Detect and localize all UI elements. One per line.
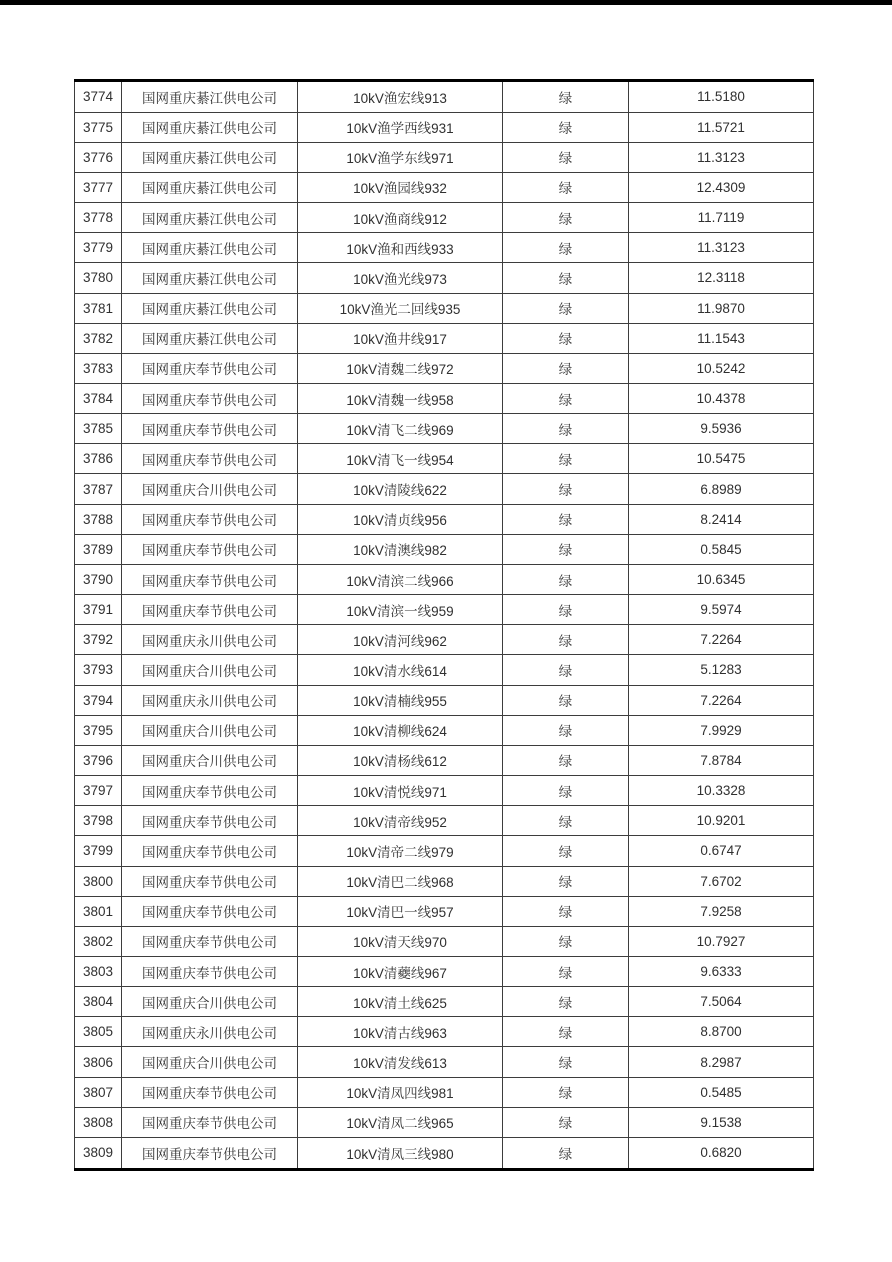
line-name-cell: 10kV清魏一线958 (298, 384, 503, 414)
line-name-cell: 10kV清陵线622 (298, 474, 503, 504)
table-row (75, 1017, 814, 1047)
company-name-cell: 国网重庆奉节供电公司 (122, 866, 298, 896)
status-cell: 绿 (503, 956, 629, 986)
value-cell: 10.5475 (629, 444, 814, 474)
row-number-cell: 3785 (75, 414, 122, 444)
value-cell: 11.5180 (629, 81, 814, 113)
company-name-cell: 国网重庆奉节供电公司 (122, 1107, 298, 1137)
row-number-cell: 3808 (75, 1107, 122, 1137)
table-row (75, 685, 814, 715)
company-name-cell: 国网重庆綦江供电公司 (122, 293, 298, 323)
table-row (75, 745, 814, 775)
table-row (75, 81, 814, 113)
status-cell: 绿 (503, 1047, 629, 1077)
company-name-cell: 国网重庆奉节供电公司 (122, 836, 298, 866)
table-row (75, 896, 814, 926)
company-name-cell: 国网重庆奉节供电公司 (122, 534, 298, 564)
company-name-cell: 国网重庆永川供电公司 (122, 625, 298, 655)
value-cell: 9.1538 (629, 1107, 814, 1137)
row-number-cell: 3779 (75, 233, 122, 263)
line-name-cell: 10kV渔学东线971 (298, 142, 503, 172)
line-name-cell: 10kV清滨一线959 (298, 595, 503, 625)
row-number-cell: 3795 (75, 715, 122, 745)
status-cell: 绿 (503, 715, 629, 745)
value-cell: 11.3123 (629, 233, 814, 263)
row-number-cell: 3782 (75, 323, 122, 353)
line-name-cell: 10kV清发线613 (298, 1047, 503, 1077)
value-cell: 7.2264 (629, 685, 814, 715)
row-number-cell: 3809 (75, 1137, 122, 1169)
company-name-cell: 国网重庆綦江供电公司 (122, 172, 298, 202)
line-name-cell: 10kV渔光线973 (298, 263, 503, 293)
line-name-cell: 10kV清楠线955 (298, 685, 503, 715)
row-number-cell: 3799 (75, 836, 122, 866)
company-name-cell: 国网重庆綦江供电公司 (122, 81, 298, 113)
value-cell: 11.5721 (629, 112, 814, 142)
value-cell: 5.1283 (629, 655, 814, 685)
company-name-cell: 国网重庆奉节供电公司 (122, 564, 298, 594)
row-number-cell: 3796 (75, 745, 122, 775)
value-cell: 8.2414 (629, 504, 814, 534)
page-top-edge-bar (0, 0, 892, 5)
line-name-cell: 10kV清天线970 (298, 926, 503, 956)
status-cell: 绿 (503, 685, 629, 715)
table-row (75, 806, 814, 836)
row-number-cell: 3790 (75, 564, 122, 594)
row-number-cell: 3786 (75, 444, 122, 474)
table-row (75, 142, 814, 172)
table-row (75, 926, 814, 956)
table-row (75, 353, 814, 383)
value-cell: 12.4309 (629, 172, 814, 202)
value-cell: 9.5974 (629, 595, 814, 625)
row-number-cell: 3792 (75, 625, 122, 655)
value-cell: 7.9258 (629, 896, 814, 926)
line-name-cell: 10kV渔园线932 (298, 172, 503, 202)
company-name-cell: 国网重庆綦江供电公司 (122, 203, 298, 233)
row-number-cell: 3791 (75, 595, 122, 625)
table-row (75, 534, 814, 564)
value-cell: 10.5242 (629, 353, 814, 383)
row-number-cell: 3801 (75, 896, 122, 926)
company-name-cell: 国网重庆合川供电公司 (122, 1047, 298, 1077)
line-name-cell: 10kV清水线614 (298, 655, 503, 685)
line-name-cell: 10kV清河线962 (298, 625, 503, 655)
line-name-cell: 10kV清悦线971 (298, 776, 503, 806)
company-name-cell: 国网重庆奉节供电公司 (122, 956, 298, 986)
company-name-cell: 国网重庆合川供电公司 (122, 474, 298, 504)
line-name-cell: 10kV清澳线982 (298, 534, 503, 564)
status-cell: 绿 (503, 595, 629, 625)
value-cell: 10.9201 (629, 806, 814, 836)
status-cell: 绿 (503, 926, 629, 956)
row-number-cell: 3777 (75, 172, 122, 202)
line-name-cell: 10kV清杨线612 (298, 745, 503, 775)
line-name-cell: 10kV渔和西线933 (298, 233, 503, 263)
table-row (75, 112, 814, 142)
row-number-cell: 3774 (75, 81, 122, 113)
table-row (75, 595, 814, 625)
status-cell: 绿 (503, 444, 629, 474)
line-name-cell: 10kV渔商线912 (298, 203, 503, 233)
line-name-cell: 10kV清帝二线979 (298, 836, 503, 866)
line-name-cell: 10kV清土线625 (298, 987, 503, 1017)
status-cell: 绿 (503, 987, 629, 1017)
value-cell: 0.6747 (629, 836, 814, 866)
company-name-cell: 国网重庆奉节供电公司 (122, 776, 298, 806)
row-number-cell: 3783 (75, 353, 122, 383)
row-number-cell: 3800 (75, 866, 122, 896)
status-cell: 绿 (503, 806, 629, 836)
status-cell: 绿 (503, 745, 629, 775)
company-name-cell: 国网重庆永川供电公司 (122, 1017, 298, 1047)
value-cell: 6.8989 (629, 474, 814, 504)
table-row (75, 384, 814, 414)
value-cell: 7.8784 (629, 745, 814, 775)
status-cell: 绿 (503, 1077, 629, 1107)
company-name-cell: 国网重庆奉节供电公司 (122, 504, 298, 534)
line-name-cell: 10kV清魏二线972 (298, 353, 503, 383)
table-row (75, 715, 814, 745)
status-cell: 绿 (503, 353, 629, 383)
status-cell: 绿 (503, 836, 629, 866)
table-row (75, 564, 814, 594)
line-name-cell: 10kV清凤四线981 (298, 1077, 503, 1107)
table-row (75, 323, 814, 353)
table-row (75, 866, 814, 896)
table-row (75, 444, 814, 474)
table-row (75, 293, 814, 323)
table-row (75, 836, 814, 866)
status-cell: 绿 (503, 384, 629, 414)
company-name-cell: 国网重庆綦江供电公司 (122, 233, 298, 263)
line-name-cell: 10kV渔光二回线935 (298, 293, 503, 323)
value-cell: 7.9929 (629, 715, 814, 745)
company-name-cell: 国网重庆綦江供电公司 (122, 323, 298, 353)
row-number-cell: 3804 (75, 987, 122, 1017)
table-row (75, 987, 814, 1017)
table-row (75, 655, 814, 685)
row-number-cell: 3776 (75, 142, 122, 172)
value-cell: 11.1543 (629, 323, 814, 353)
table-row (75, 1077, 814, 1107)
row-number-cell: 3803 (75, 956, 122, 986)
value-cell: 8.8700 (629, 1017, 814, 1047)
value-cell: 11.7119 (629, 203, 814, 233)
status-cell: 绿 (503, 414, 629, 444)
row-number-cell: 3798 (75, 806, 122, 836)
value-cell: 10.7927 (629, 926, 814, 956)
company-name-cell: 国网重庆綦江供电公司 (122, 142, 298, 172)
value-cell: 0.5845 (629, 534, 814, 564)
row-number-cell: 3784 (75, 384, 122, 414)
row-number-cell: 3802 (75, 926, 122, 956)
value-cell: 10.3328 (629, 776, 814, 806)
company-name-cell: 国网重庆奉节供电公司 (122, 1077, 298, 1107)
line-name-cell: 10kV渔宏线913 (298, 81, 503, 113)
line-name-cell: 10kV清滨二线966 (298, 564, 503, 594)
table-row (75, 625, 814, 655)
value-cell: 9.6333 (629, 956, 814, 986)
table-row (75, 263, 814, 293)
table-row (75, 233, 814, 263)
table-row (75, 203, 814, 233)
table-row (75, 776, 814, 806)
company-name-cell: 国网重庆奉节供电公司 (122, 1137, 298, 1169)
value-cell: 9.5936 (629, 414, 814, 444)
company-name-cell: 国网重庆奉节供电公司 (122, 384, 298, 414)
value-cell: 11.9870 (629, 293, 814, 323)
row-number-cell: 3781 (75, 293, 122, 323)
status-cell: 绿 (503, 1017, 629, 1047)
status-cell: 绿 (503, 474, 629, 504)
value-cell: 0.5485 (629, 1077, 814, 1107)
status-cell: 绿 (503, 142, 629, 172)
status-cell: 绿 (503, 112, 629, 142)
line-name-cell: 10kV渔井线917 (298, 323, 503, 353)
value-cell: 10.6345 (629, 564, 814, 594)
table-row (75, 172, 814, 202)
power-line-table (74, 79, 814, 1171)
value-cell: 10.4378 (629, 384, 814, 414)
status-cell: 绿 (503, 233, 629, 263)
line-name-cell: 10kV清贞线956 (298, 504, 503, 534)
line-name-cell: 10kV清巴二线968 (298, 866, 503, 896)
row-number-cell: 3778 (75, 203, 122, 233)
line-name-cell: 10kV渔学西线931 (298, 112, 503, 142)
company-name-cell: 国网重庆奉节供电公司 (122, 806, 298, 836)
status-cell: 绿 (503, 896, 629, 926)
line-name-cell: 10kV清帝线952 (298, 806, 503, 836)
company-name-cell: 国网重庆合川供电公司 (122, 745, 298, 775)
company-name-cell: 国网重庆奉节供电公司 (122, 353, 298, 383)
table-row (75, 956, 814, 986)
line-name-cell: 10kV清巴一线957 (298, 896, 503, 926)
company-name-cell: 国网重庆奉节供电公司 (122, 414, 298, 444)
table-row (75, 414, 814, 444)
row-number-cell: 3794 (75, 685, 122, 715)
status-cell: 绿 (503, 203, 629, 233)
company-name-cell: 国网重庆奉节供电公司 (122, 896, 298, 926)
value-cell: 11.3123 (629, 142, 814, 172)
row-number-cell: 3805 (75, 1017, 122, 1047)
status-cell: 绿 (503, 504, 629, 534)
value-cell: 12.3118 (629, 263, 814, 293)
line-name-cell: 10kV清蘷线967 (298, 956, 503, 986)
row-number-cell: 3787 (75, 474, 122, 504)
table-row (75, 1107, 814, 1137)
company-name-cell: 国网重庆奉节供电公司 (122, 444, 298, 474)
company-name-cell: 国网重庆綦江供电公司 (122, 112, 298, 142)
company-name-cell: 国网重庆合川供电公司 (122, 987, 298, 1017)
status-cell: 绿 (503, 1137, 629, 1169)
status-cell: 绿 (503, 534, 629, 564)
status-cell: 绿 (503, 293, 629, 323)
value-cell: 8.2987 (629, 1047, 814, 1077)
company-name-cell: 国网重庆奉节供电公司 (122, 595, 298, 625)
status-cell: 绿 (503, 81, 629, 113)
line-name-cell: 10kV清飞二线969 (298, 414, 503, 444)
row-number-cell: 3775 (75, 112, 122, 142)
table-row (75, 474, 814, 504)
status-cell: 绿 (503, 172, 629, 202)
company-name-cell: 国网重庆永川供电公司 (122, 685, 298, 715)
company-name-cell: 国网重庆奉节供电公司 (122, 926, 298, 956)
line-name-cell: 10kV清柳线624 (298, 715, 503, 745)
table-row (75, 504, 814, 534)
value-cell: 0.6820 (629, 1137, 814, 1169)
status-cell: 绿 (503, 866, 629, 896)
company-name-cell: 国网重庆合川供电公司 (122, 715, 298, 745)
status-cell: 绿 (503, 655, 629, 685)
row-number-cell: 3797 (75, 776, 122, 806)
table-row (75, 1047, 814, 1077)
table-row (75, 1137, 814, 1169)
value-cell: 7.6702 (629, 866, 814, 896)
row-number-cell: 3788 (75, 504, 122, 534)
row-number-cell: 3780 (75, 263, 122, 293)
line-name-cell: 10kV清凤二线965 (298, 1107, 503, 1137)
status-cell: 绿 (503, 625, 629, 655)
value-cell: 7.5064 (629, 987, 814, 1017)
company-name-cell: 国网重庆合川供电公司 (122, 655, 298, 685)
row-number-cell: 3793 (75, 655, 122, 685)
value-cell: 7.2264 (629, 625, 814, 655)
row-number-cell: 3789 (75, 534, 122, 564)
status-cell: 绿 (503, 776, 629, 806)
status-cell: 绿 (503, 1107, 629, 1137)
row-number-cell: 3807 (75, 1077, 122, 1107)
line-name-cell: 10kV清飞一线954 (298, 444, 503, 474)
table-body (75, 81, 814, 1170)
line-name-cell: 10kV清古线963 (298, 1017, 503, 1047)
status-cell: 绿 (503, 263, 629, 293)
company-name-cell: 国网重庆綦江供电公司 (122, 263, 298, 293)
status-cell: 绿 (503, 564, 629, 594)
line-name-cell: 10kV清凤三线980 (298, 1137, 503, 1169)
status-cell: 绿 (503, 323, 629, 353)
row-number-cell: 3806 (75, 1047, 122, 1077)
